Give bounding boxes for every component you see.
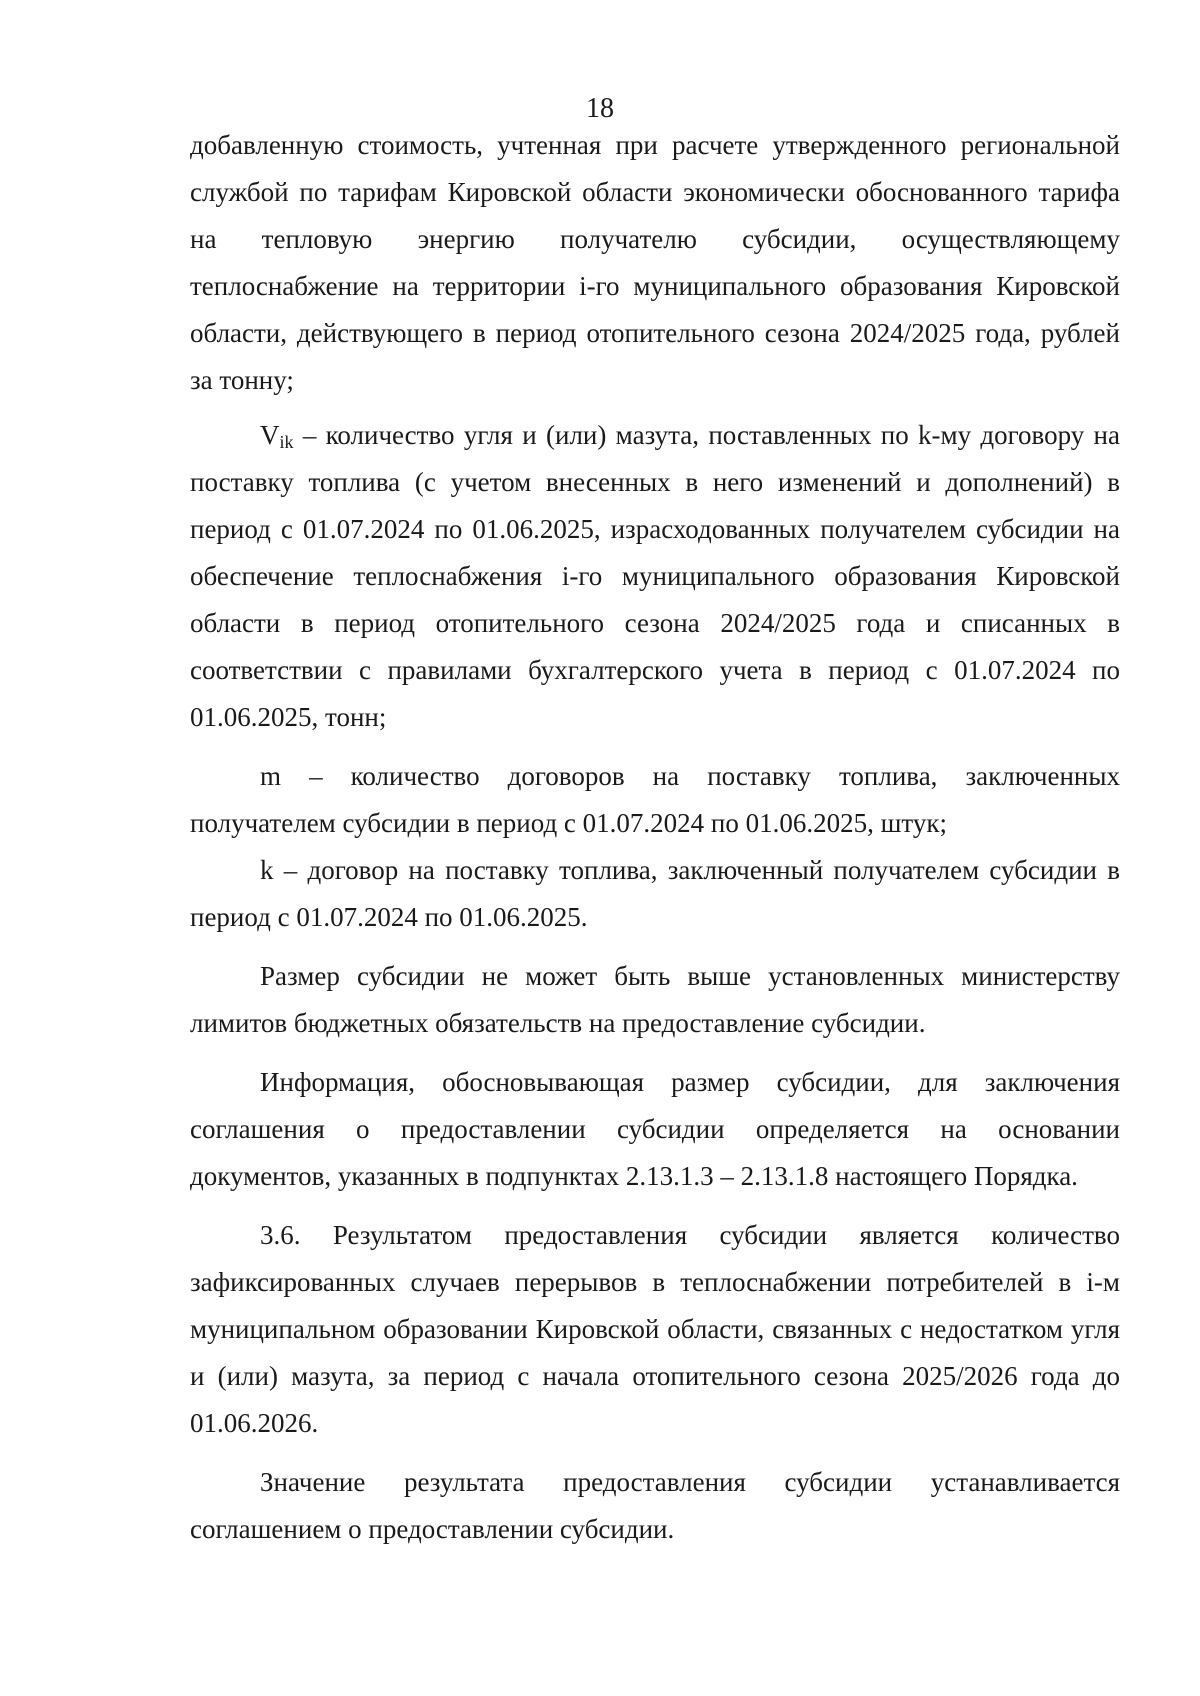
paragraph-m-definition: m – количество договоров на поставку топлива, заключенных получателем субсидии в период с 01.07.2024 по 01.06.2025, штук; xyxy=(190,761,1120,838)
paragraph-subsidy-limit: Размер субсидии не может быть выше установленных министерству лимитов бюджетных обязательств на предоставление субсидии. xyxy=(190,961,1120,1038)
paragraph-vik-definition xyxy=(190,412,1120,741)
paragraph-subsidy-info: Информация, обосновывающая размер субсидии, для заключения соглашения о предоставлении субсидии определяется на основании документов, указанных в подпунктах 2.13.1.3 – 2.13.1.8 настоящего Порядка. xyxy=(190,1067,1120,1191)
vik-symbol: V xyxy=(260,420,280,450)
paragraph-k-definition: k – договор на поставку топлива, заключенный получателем субсидии в период с 01.07.2024 по 01.06.2025. xyxy=(190,855,1120,932)
page-number: 18 xyxy=(586,93,614,124)
vik-subscript: ik xyxy=(279,432,294,452)
paragraph-tariff-definition: добавленную стоимость, учтенная при расчете утвержденного региональной службой по тарифам Кировской области экономически обоснованного тарифа на тепловую энергию получателю субсидии, осуществляющему теплоснабжение на территории i-го муниципального образования Кировской области, действующего в период отопительного сезона 2024/2025 года, рублей за тонну; xyxy=(190,130,1120,395)
paragraph-result-value: Значение результата предоставления субсидии устанавливается соглашением о предоставлении субсидии. xyxy=(190,1467,1120,1544)
document-body xyxy=(190,122,1120,1553)
vik-text: – количество угля и (или) мазута, поставленных по k-му договору на поставку топлива (с учетом внесенных в него изменений и дополнений) в период с 01.07.2024 по 01.06.2025, израсходованных получателем субсидии на обеспечение теплоснабжения i-го муниципального образования Кировской области в период отопительного сезона 2024/2025 года и списанных в соответствии с правилами бухгалтерского учета в период с 01.07.2024 по 01.06.2025, тонн; xyxy=(190,420,1120,732)
paragraph-section-3-6: 3.6. Результатом предоставления субсидии является количество зафиксированных случаев перерывов в теплоснабжении потребителей в i-м муниципальном образовании Кировской области, связанных с недостатком угля и (или) мазута, за период с начала отопительного сезона 2025/2026 года до 01.06.2026. xyxy=(190,1220,1120,1438)
